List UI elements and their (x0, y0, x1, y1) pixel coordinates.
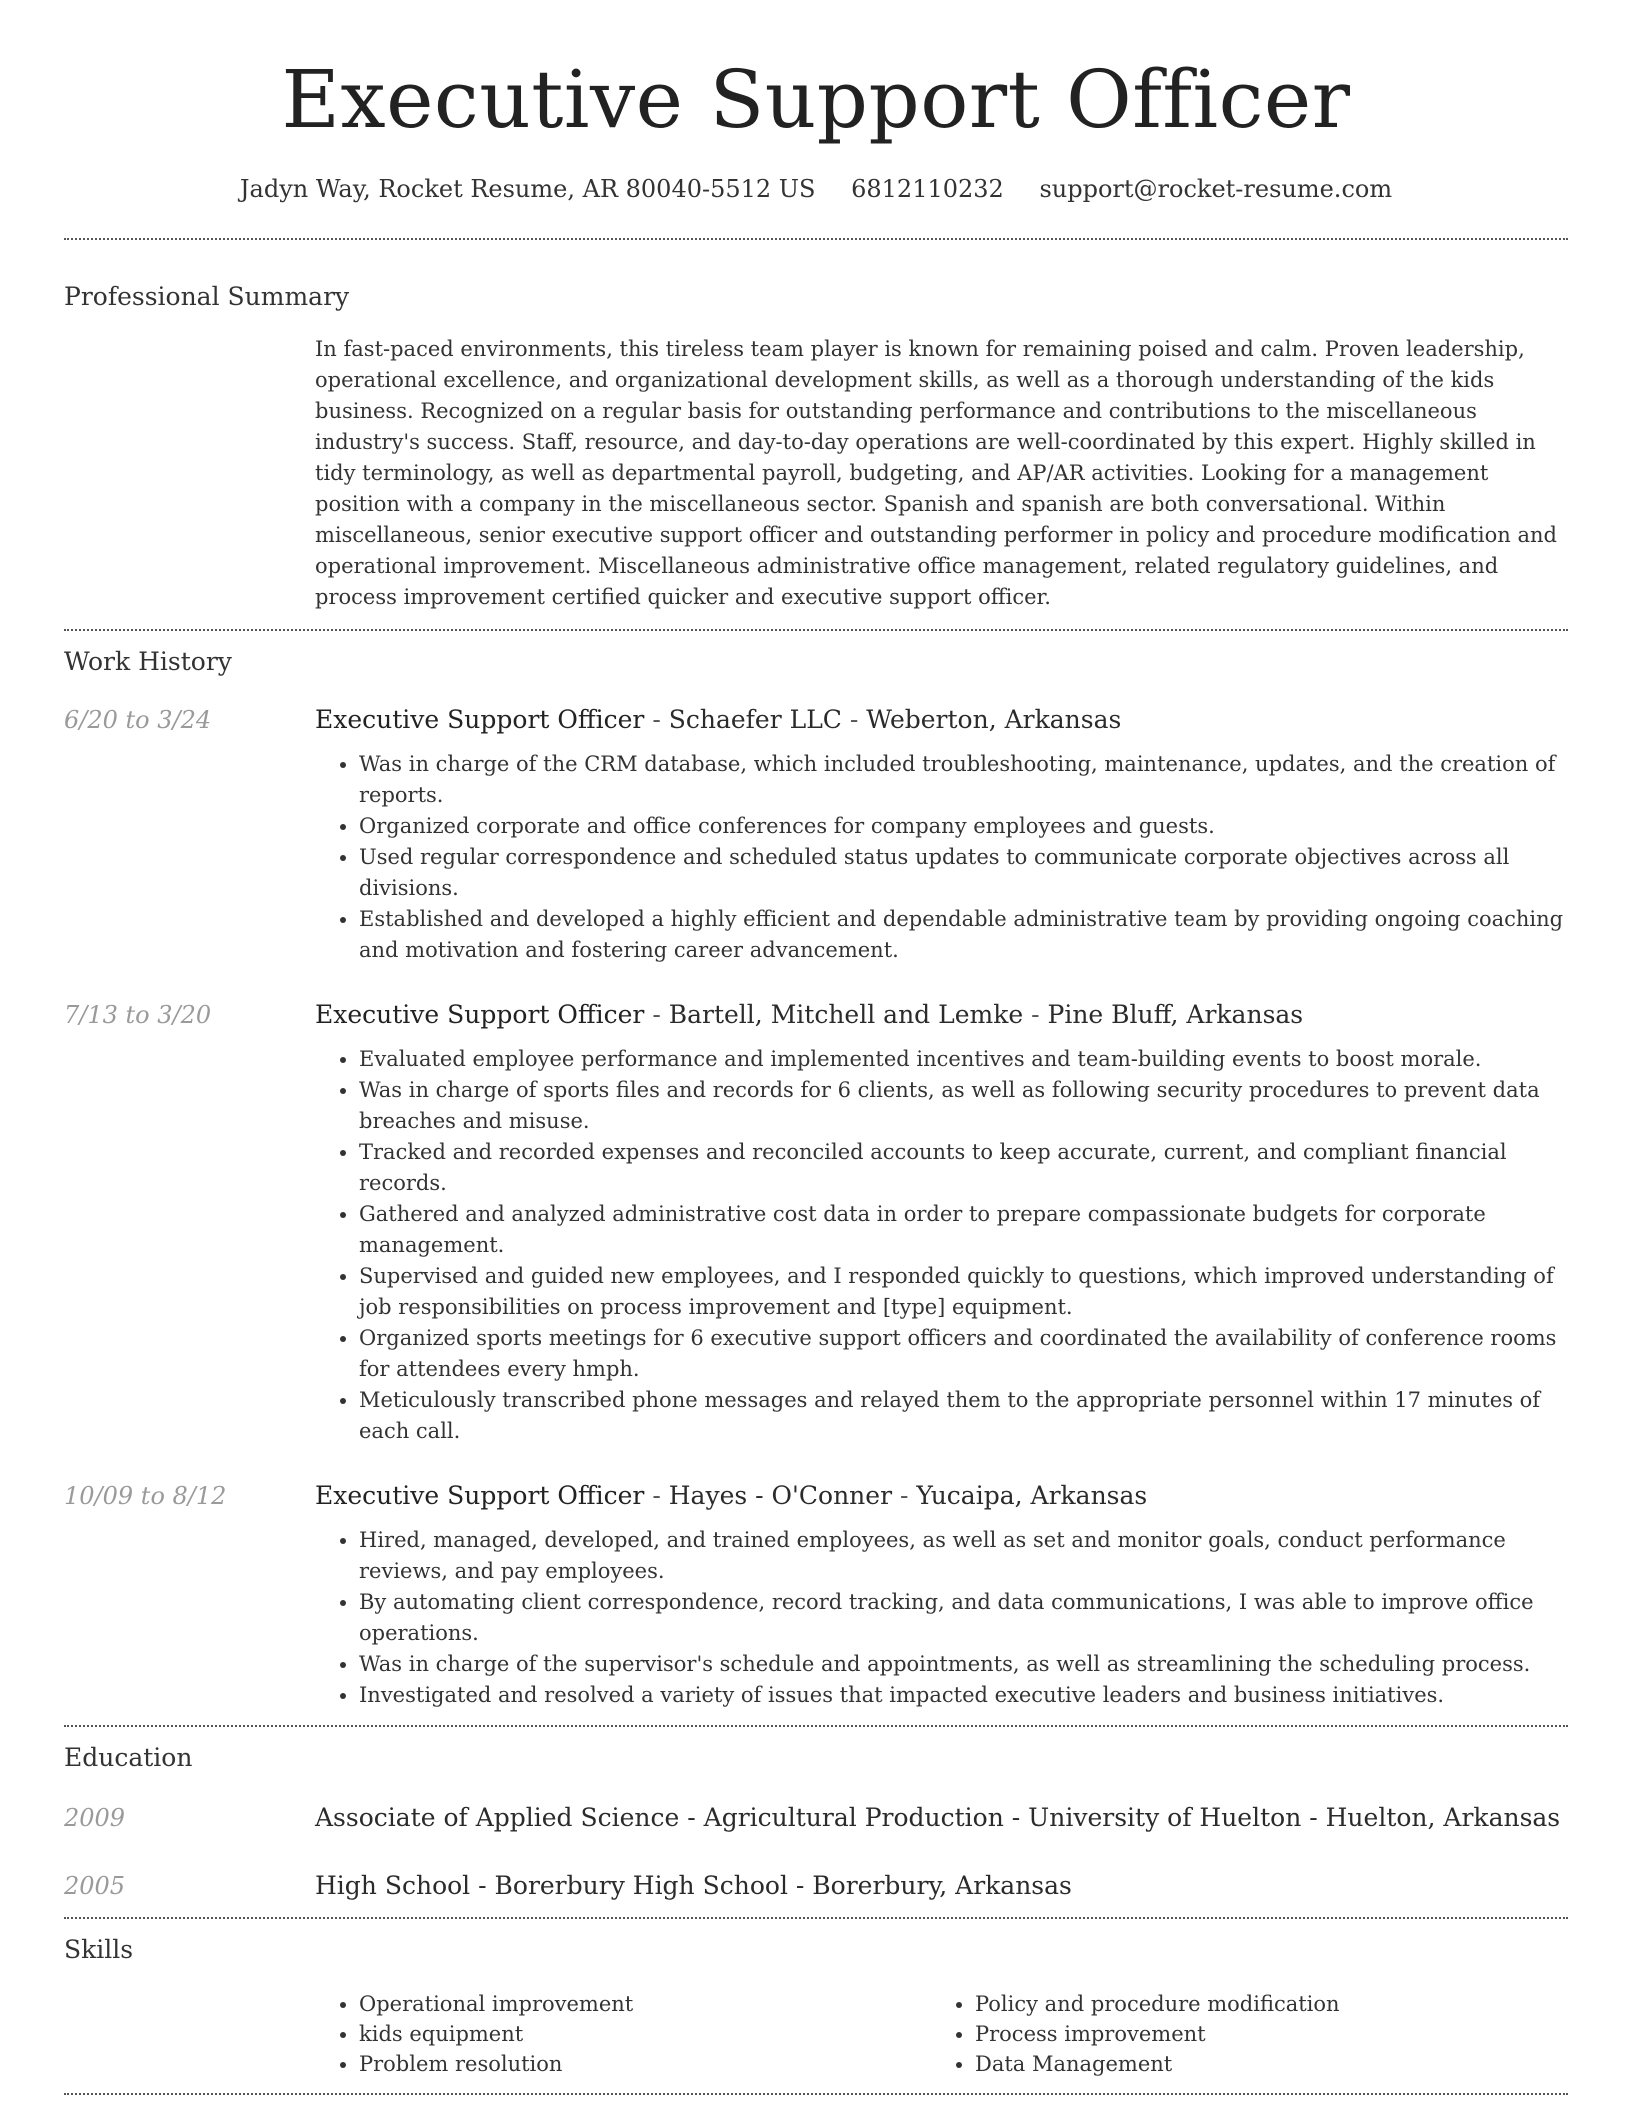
skill-item: • Problem resolution (359, 2049, 931, 2079)
skills-grid (315, 1989, 1568, 2079)
contact-email: support@rocket-resume.com (1039, 175, 1393, 203)
skill-item: • Operational improvement (359, 1989, 931, 2019)
job-heading (315, 1479, 1568, 1513)
skill-item: • kids equipment (359, 2019, 931, 2049)
education-details: High School - Borerbury High School - Borerbury, Arkansas (315, 1871, 1072, 1900)
contact-line (64, 172, 1568, 206)
section-divider (64, 629, 1568, 631)
education-heading: Education (64, 1743, 193, 1772)
job-bullet: • Was in charge of the CRM database, which included troubleshooting, maintenance, updates, and the creation of reports. (359, 749, 1568, 811)
job-bullet: • Investigated and resolved a variety of issues that impacted executive leaders and business initiatives. (359, 1680, 1568, 1711)
skill-item: • Data Management (975, 2049, 1547, 2079)
section-divider (64, 2093, 1568, 2095)
contact-phone: 6812110232 (851, 175, 1004, 203)
job-entry (64, 998, 1568, 1447)
job-bullet: • Organized sports meetings for 6 executive support officers and coordinated the availability of conference rooms for attendees every hmph. (359, 1323, 1568, 1385)
education-details: Associate of Applied Science - Agricultural Production - University of Huelton - Huelton, Arkansas (315, 1803, 1561, 1832)
job-dates: 10/09 to 8/12 (64, 1482, 227, 1510)
section-divider (64, 1725, 1568, 1727)
job-bullets (315, 1044, 1568, 1447)
job-bullet: • Evaluated employee performance and implemented incentives and team-building events to boost morale. (359, 1044, 1568, 1075)
skill-item: • Process improvement (975, 2019, 1547, 2049)
job-body (315, 1479, 1568, 1725)
skills-column-left (315, 1989, 931, 2079)
education-entry (64, 1801, 1568, 1835)
job-location: Weberton, Arkansas (866, 705, 1122, 734)
job-bullets (315, 1525, 1568, 1711)
candidate-name: Executive Support Officer (281, 53, 1351, 146)
job-bullets (315, 749, 1568, 966)
summary-text: In fast-paced environments, this tireless team player is known for remaining poised and calm. Proven leadership, operational excellence, and organizational development skills, as well as a thorough understanding of the kids business. Recognized on a regular basis for outstanding performance and contributions to the miscellaneous industry's success. Staff, resource, and day-to-day operations are well-coordinated by this expert. Highly skilled in tidy terminology, as well as departmental payroll, budgeting, and AP/AR activities. Looking for a management position with a company in the miscellaneous sector. Spanish and spanish are both conversational. Within miscellaneous, senior executive support officer and outstanding performer in policy and procedure modification and operational improvement. Miscellaneous administrative office management, related regulatory guidelines, and process improvement certified quicker and executive support officer. (315, 337, 1557, 609)
job-bullet: • Supervised and guided new employees, and I responded quickly to questions, which improved understanding of job responsibilities on process improvement and [type] equipment. (359, 1261, 1568, 1323)
education-entry (64, 1869, 1568, 1903)
job-separator: - (1023, 1000, 1048, 1029)
education-year: 2005 (64, 1872, 126, 1900)
section-divider (64, 1917, 1568, 1919)
job-dates: 6/20 to 3/24 (64, 706, 212, 734)
job-bullet: • Tracked and recorded expenses and reconciled accounts to keep accurate, current, and compliant financial records. (359, 1137, 1568, 1199)
job-separator: - (644, 1000, 669, 1029)
job-body (315, 703, 1568, 966)
section-divider (64, 238, 1568, 240)
job-heading (315, 998, 1568, 1032)
job-heading (315, 703, 1568, 737)
job-title: Executive Support Officer (315, 705, 645, 734)
education-year: 2009 (64, 1804, 126, 1832)
job-bullet: • Meticulously transcribed phone messages and relayed them to the appropriate personnel within 17 minutes of each call. (359, 1385, 1568, 1447)
job-body (315, 998, 1568, 1447)
job-bullet: • Hired, managed, developed, and trained employees, as well as set and monitor goals, conduct performance reviews, and pay employees. (359, 1525, 1568, 1587)
job-bullet: • Was in charge of the supervisor's schedule and appointments, as well as streamlining the scheduling process. (359, 1649, 1568, 1680)
job-separator: - (841, 705, 867, 734)
job-entry (64, 703, 1568, 966)
job-title: Executive Support Officer (315, 1481, 645, 1510)
job-bullet: • Established and developed a highly efficient and dependable administrative team by providing ongoing coaching and motivation and fostering career advancement. (359, 904, 1568, 966)
job-company: Schaefer LLC (668, 705, 842, 734)
job-location: Pine Bluff, Arkansas (1047, 1000, 1304, 1029)
job-title: Executive Support Officer (315, 1000, 645, 1029)
skills-column-right (931, 1989, 1547, 2079)
job-company: Bartell, Mitchell and Lemke (668, 1000, 1024, 1029)
job-bullet: • Gathered and analyzed administrative cost data in order to prepare compassionate budgets for corporate management. (359, 1199, 1568, 1261)
job-bullet: • Used regular correspondence and scheduled status updates to communicate corporate objectives across all divisions. (359, 842, 1568, 904)
contact-address: Jadyn Way, Rocket Resume, AR 80040-5512 US (239, 175, 816, 203)
job-bullet: • Organized corporate and office conferences for company employees and guests. (359, 811, 1568, 842)
job-bullet: • Was in charge of sports files and records for 6 clients, as well as following security procedures to prevent data breaches and misuse. (359, 1075, 1568, 1137)
summary-heading: Professional Summary (64, 282, 350, 311)
job-location: Yucaipa, Arkansas (916, 1481, 1148, 1510)
job-separator: - (644, 705, 669, 734)
work-history-heading: Work History (64, 647, 232, 676)
job-dates: 7/13 to 3/20 (64, 1001, 212, 1029)
job-separator: - (892, 1481, 917, 1510)
job-separator: - (644, 1481, 669, 1510)
job-entry (64, 1479, 1568, 1725)
job-company: Hayes - O'Conner (668, 1481, 893, 1510)
job-bullet: • By automating client correspondence, record tracking, and data communications, I was able to improve office operations. (359, 1587, 1568, 1649)
skills-heading: Skills (64, 1935, 134, 1964)
skill-item: • Policy and procedure modification (975, 1989, 1547, 2019)
